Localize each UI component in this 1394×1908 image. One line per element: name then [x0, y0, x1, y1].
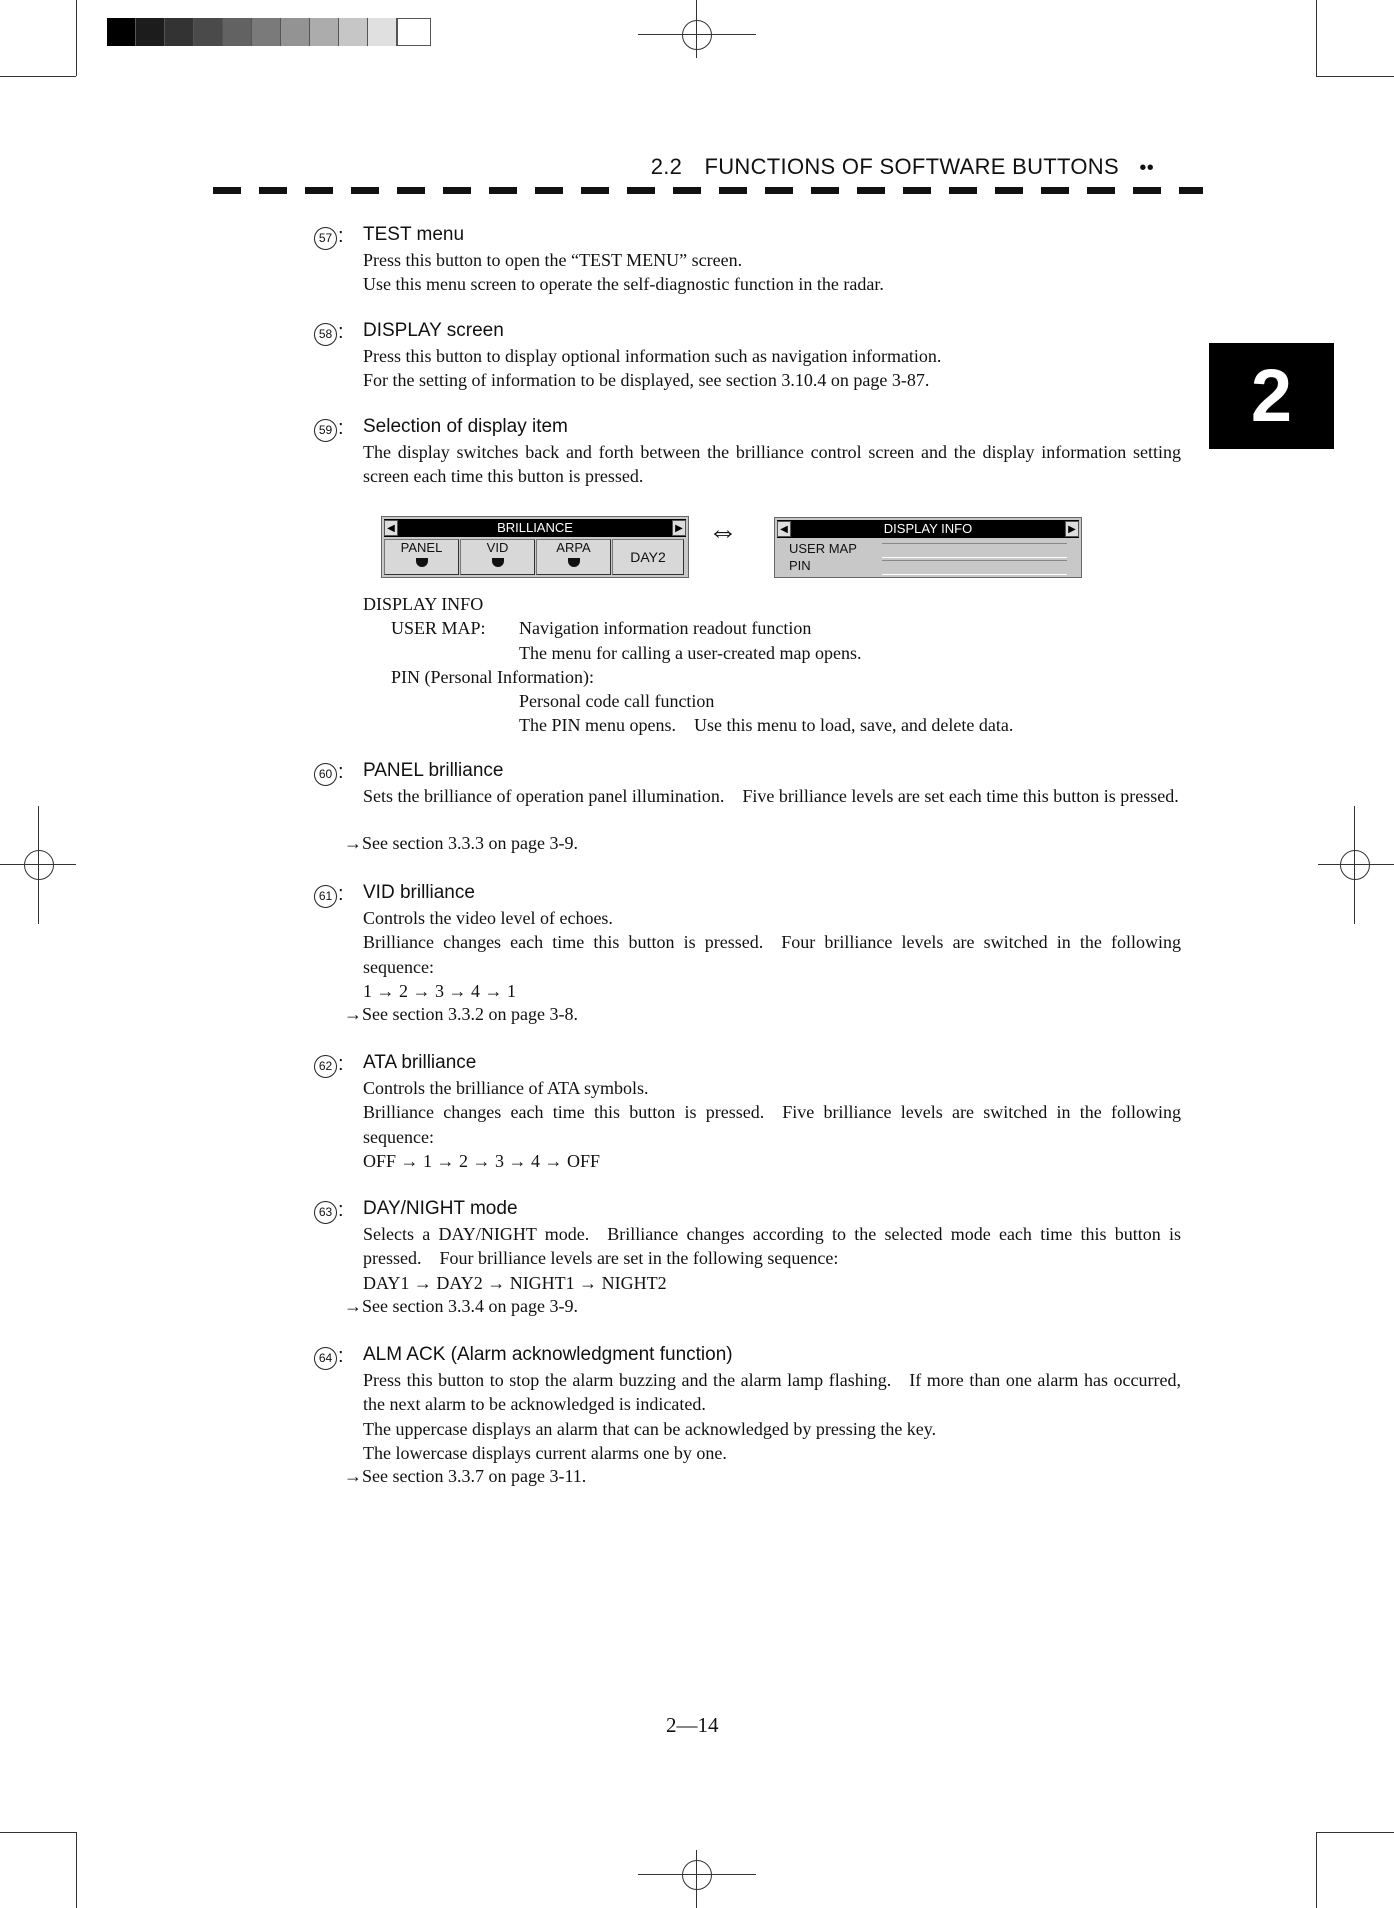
item-number: 57: [314, 227, 337, 250]
entry-title: TEST menu: [363, 224, 465, 245]
entry-line: Controls the video level of echoes.: [363, 908, 613, 928]
swap-arrow-icon: ⇔: [708, 515, 738, 548]
see-section-ref: →See section 3.3.2 on page 3-8.: [344, 1004, 578, 1024]
item-number: 63: [314, 1201, 337, 1224]
entry-line: For the setting of information to be displayed, see section 3.10.4 on page 3-87.: [363, 370, 930, 391]
entry-line: Press this button to open the “TEST MENU” screen.: [363, 250, 743, 270]
brilliance-title: BRILLIANCE: [497, 520, 573, 535]
entry-line: The uppercase displays an alarm that can be acknowledged by pressing the key.: [363, 1418, 937, 1439]
half-moon-icon: [492, 558, 504, 567]
arpa-button[interactable]: ARPA: [536, 539, 611, 575]
left-arrow-icon[interactable]: ◀: [777, 521, 791, 537]
entry-line: 1 → 2 → 3 → 4 → 1: [363, 980, 516, 1001]
display-info-title-bar: [777, 520, 1079, 538]
header-dashed-rule: [213, 187, 1203, 194]
section-header-title: 2.2 FUNCTIONS OF SOFTWARE BUTTONS ••: [650, 154, 1154, 179]
entry-line: Press this button to display optional information such as navigation information.: [363, 346, 942, 366]
item-number: 61: [314, 885, 337, 908]
display-info-panel: [774, 517, 1082, 578]
entry-title: PANEL brilliance: [363, 760, 504, 781]
entry-title: VID brilliance: [363, 882, 475, 903]
pin-label: PIN (Personal Information):: [391, 666, 594, 687]
item-number: 62: [314, 1055, 337, 1078]
entry-title: ATA brilliance: [363, 1052, 477, 1073]
right-arrow-icon[interactable]: ▶: [672, 520, 686, 536]
entry-title: DISPLAY screen: [363, 320, 504, 341]
entry-line: Brilliance changes each time this button is pressed. Five brilliance levels are switched in the following sequence:: [363, 1102, 1181, 1147]
entry-line: Press this button to stop the alarm buzzing and the alarm lamp flashing. If more than one alarm has occurred, the next alarm to be acknowledged is indicated.: [363, 1370, 1181, 1415]
user-map-row[interactable]: USER MAP: [777, 541, 1067, 558]
panel-button[interactable]: PANEL: [384, 539, 459, 575]
entry-line: OFF → 1 → 2 → 3 → 4 → OFF: [363, 1150, 601, 1171]
entry-line: Controls the brilliance of ATA symbols.: [363, 1078, 649, 1098]
pin-line: The PIN menu opens. Use this menu to load, save, and delete data.: [519, 715, 1014, 736]
entry-line: The display switches back and forth between the brilliance control screen and the display information setting screen each time this button is pressed.: [363, 442, 1181, 487]
user-map-line: The menu for calling a user-created map opens.: [519, 642, 862, 663]
entry-line: Selects a DAY/NIGHT mode. Brilliance changes according to the selected mode each time this button is pressed. Four brilliance levels are set in the following sequence:: [363, 1224, 1181, 1269]
pin-line: Personal code call function: [519, 691, 715, 712]
user-map-line: Navigation information readout function: [519, 618, 812, 639]
day2-button[interactable]: DAY2: [612, 539, 684, 575]
item-number: 59: [314, 419, 337, 442]
entry-line: The lowercase displays current alarms one by one.: [363, 1442, 727, 1463]
half-moon-icon: [568, 558, 580, 567]
user-map-label: USER MAP:: [391, 618, 486, 639]
entry-line: Sets the brilliance of operation panel illumination. Five brilliance levels are set each time this button is pressed.: [363, 786, 1179, 806]
display-info-heading: DISPLAY INFO: [363, 594, 484, 614]
brilliance-panel: [381, 516, 689, 578]
entry-line: Use this menu screen to operate the self-diagnostic function in the radar.: [363, 274, 884, 295]
item-number: 64: [314, 1347, 337, 1370]
see-section-ref: →See section 3.3.7 on page 3-11.: [344, 1466, 587, 1486]
item-number: 58: [314, 323, 337, 346]
chapter-tab: 2: [1209, 343, 1334, 449]
display-info-description: [363, 592, 1183, 738]
half-moon-icon: [416, 558, 428, 567]
see-section-ref: →See section 3.3.4 on page 3-9.: [344, 1296, 578, 1316]
page-number: 2—14: [666, 1713, 719, 1737]
pin-row[interactable]: PIN: [777, 558, 1067, 575]
header-dots: ••: [1139, 157, 1154, 179]
see-section-ref: →See section 3.3.3 on page 3-9.: [344, 833, 578, 853]
left-arrow-icon[interactable]: ◀: [384, 520, 398, 536]
entry-line: Brilliance changes each time this button is pressed. Four brilliance levels are switched in the following sequence:: [363, 932, 1181, 977]
vid-button[interactable]: VID: [460, 539, 535, 575]
entry-line: DAY1 → DAY2 → NIGHT1 → NIGHT2: [363, 1272, 667, 1293]
entry-title: DAY/NIGHT mode: [363, 1198, 518, 1219]
item-number: 60: [314, 763, 337, 786]
brilliance-title-bar: [384, 519, 686, 537]
display-info-title: DISPLAY INFO: [883, 521, 973, 536]
entry-title: ALM ACK (Alarm acknowledgment function): [363, 1344, 733, 1365]
entry-title: Selection of display item: [363, 416, 568, 437]
right-arrow-icon[interactable]: ▶: [1065, 521, 1079, 537]
